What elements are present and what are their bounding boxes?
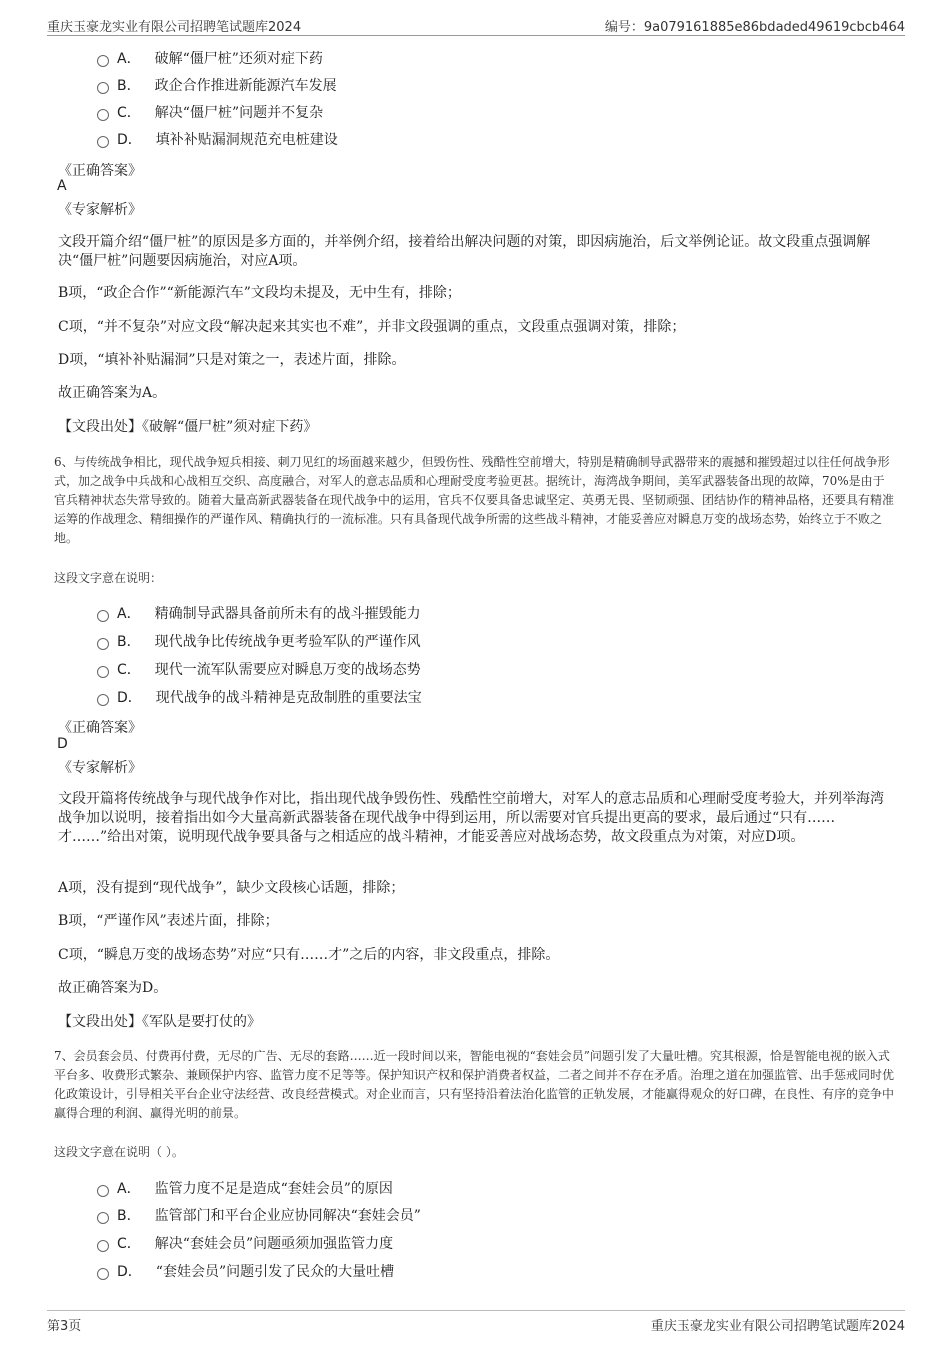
header-title: 重庆玉豪龙实业有限公司招聘笔试题库2024 — [47, 20, 302, 35]
analysis-conclusion: 故正确答案为D。 — [58, 980, 168, 996]
radio-icon[interactable] — [97, 666, 109, 678]
radio-icon[interactable] — [97, 610, 109, 622]
radio-icon[interactable] — [97, 1185, 109, 1197]
radio-icon[interactable] — [97, 694, 109, 706]
radio-icon[interactable] — [97, 136, 109, 148]
radio-icon[interactable] — [97, 638, 109, 650]
radio-icon[interactable] — [97, 109, 109, 121]
source-citation: 【文段出处】《军队是要打仗的》 — [58, 1014, 261, 1030]
analysis-paragraph: C项，“瞬息万变的战场态势”对应“只有……才”之后的内容，非文段重点，排除。 — [58, 947, 560, 963]
answer-value: D — [57, 736, 68, 752]
q6-option-b[interactable]: B． 现代战争比传统战争更考验军队的严谨作风 — [97, 631, 421, 651]
q6-option-c[interactable]: C． 现代一流军队需要应对瞬息万变的战场态势 — [97, 659, 421, 679]
answer-label: 《正确答案》 — [58, 163, 142, 179]
q6-option-a[interactable]: A． 精确制导武器具备前所未有的战斗摧毁能力 — [97, 603, 421, 623]
page-header — [47, 14, 905, 36]
radio-icon[interactable] — [97, 55, 109, 67]
answer-value: A — [57, 178, 67, 194]
question-prompt: 这段文字意在说明（ ）。 — [54, 1145, 184, 1159]
question-stem: 6、与传统战争相比，现代战争短兵相接、刺刀见红的场面越来越少，但毁伤性、残酷性空前增大，特别是精确制导武器带来的震撼和摧毁超过以往任何战争形式，加之战争中兵战和心战相互交织、高度融合，对军人的意志品质和心理耐受度考验更甚。据统计，海湾战争期间，美军武器装备出现的故障，70%是由于官兵精神状态失常导致的。随着大量高新武器装备在现代战争中的运用，官兵不仅要具备忠诚坚定、英勇无畏、坚韧顽强、团结协作的精神品格，还要具有精准运筹的作战理念、精细操作的严谨作风、精确执行的一流标准。只有具备现代战争所需的这些战斗精神，才能妥善应对瞬息万变的战场态势，始终立于不败之地。 — [54, 455, 895, 545]
answer-label: 《正确答案》 — [58, 720, 142, 736]
q5-option-d[interactable]: D． 填补补贴漏洞规范充电桩建设 — [97, 129, 338, 149]
radio-icon[interactable] — [97, 82, 109, 94]
q5-option-c[interactable]: C． 解决“僵尸桩”问题并不复杂 — [97, 102, 323, 122]
page-footer — [47, 1310, 905, 1332]
analysis-paragraph: A项，没有提到“现代战争”，缺少文段核心话题，排除； — [58, 880, 405, 896]
analysis-paragraph: C项，“并不复杂”对应文段“解决起来其实也不难”，并非文段强调的重点，文段重点强调对策，排除； — [58, 319, 686, 335]
analysis-paragraph: D项，“填补补贴漏洞”只是对策之一，表述片面，排除。 — [58, 352, 406, 368]
analysis-paragraph: 文段开篇将传统战争与现代战争作对比，指出现代战争毁伤性、残酷性空前增大，对军人的意志品质和心理耐受度考验大，并列举海湾战争加以说明，接着指出如今大量高新武器装备在现代战争中得到运用，所以需要对官兵提出更高的要求，最后通过“只有……才……”给出对策，说明现代战争要具备与之相适应的战斗精神，才能妥善应对战场态势，故文段重点为对策，对应D项。 — [58, 791, 884, 845]
header-doc-id: 编号：9a079161885e86bdaded49619cbcb464 — [604, 20, 905, 35]
radio-icon[interactable] — [97, 1212, 109, 1224]
q7-option-a[interactable]: A． 监管力度不足是造成“套娃会员”的原因 — [97, 1178, 393, 1198]
analysis-paragraph: B项，“政企合作”“新能源汽车”文段均未提及，无中生有，排除； — [58, 285, 461, 301]
analysis-paragraph: B项，“严谨作风”表述片面，排除； — [58, 913, 279, 929]
page-number: 第3页 — [47, 1319, 82, 1334]
source-citation: 【文段出处】《破解“僵尸桩”须对症下药》 — [58, 419, 318, 435]
radio-icon[interactable] — [97, 1268, 109, 1280]
question-prompt: 这段文字意在说明： — [54, 571, 163, 585]
q6-option-d[interactable]: D． 现代战争的战斗精神是克敌制胜的重要法宝 — [97, 687, 422, 707]
analysis-paragraph: 文段开篇介绍“僵尸桩”的原因是多方面的，并举例介绍，接着给出解决问题的对策，即因病施治，后文举例论证。故文段重点强调解决“僵尸桩”问题要因病施治，对应A项。 — [58, 234, 871, 269]
radio-icon[interactable] — [97, 1240, 109, 1252]
q7-option-c[interactable]: C． 解决“套娃会员”问题亟须加强监管力度 — [97, 1233, 393, 1253]
analysis-conclusion: 故正确答案为A。 — [58, 385, 167, 401]
q5-option-a[interactable]: A． 破解“僵尸桩”还须对症下药 — [97, 48, 323, 68]
footer-title: 重庆玉豪龙实业有限公司招聘笔试题库2024 — [650, 1319, 905, 1334]
q5-option-b[interactable]: B． 政企合作推进新能源汽车发展 — [97, 75, 337, 95]
question-stem: 7、会员套会员、付费再付费，无尽的广告、无尽的套路……近一段时间以来，智能电视的“套娃会员”问题引发了大量吐槽。究其根源，恰是智能电视的嵌入式平台多、收费形式繁杂、兼顾保护内容、监管力度不足等等。保护知识产权和保护消费者权益，二者之间并不存在矛盾。治理之道在加强监管、出手惩戒同时优化政策设计，引导相关平台企业守法经营、改良经营模式。对企业而言，只有坚持沿着法治化监管的正轨发展，才能赢得观众的好口碑，在良性、有序的竞争中赢得合理的利润、赢得光明的前景。 — [54, 1049, 895, 1120]
analysis-label: 《专家解析》 — [58, 760, 142, 776]
analysis-label: 《专家解析》 — [58, 202, 142, 218]
q7-option-d[interactable]: D． “套娃会员”问题引发了民众的大量吐槽 — [97, 1261, 394, 1281]
q7-option-b[interactable]: B． 监管部门和平台企业应协同解决“套娃会员” — [97, 1205, 421, 1225]
